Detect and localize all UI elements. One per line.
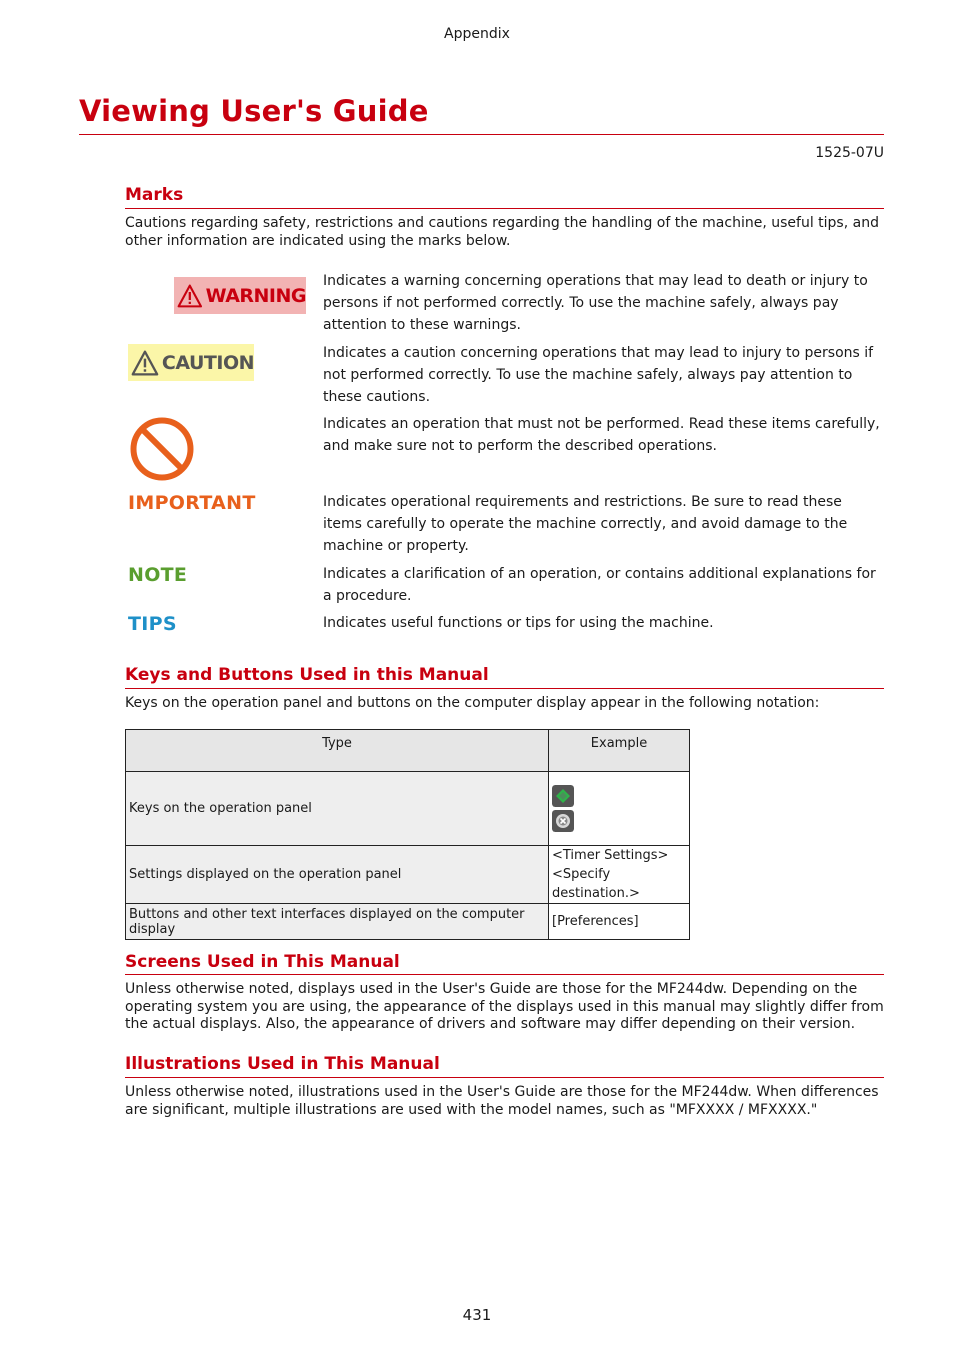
tips-mark: TIPS xyxy=(128,613,177,635)
row-type: Keys on the operation panel xyxy=(126,772,549,846)
section-heading-screens: Screens Used in This Manual xyxy=(125,952,400,972)
page-number: 431 xyxy=(462,1306,492,1324)
warning-label: WARNING xyxy=(205,284,306,307)
section-heading-keys: Keys and Buttons Used in this Manual xyxy=(125,665,489,685)
caution-triangle-icon xyxy=(131,348,159,378)
table-row xyxy=(126,904,690,940)
section-heading-illustrations: Illustrations Used in This Manual xyxy=(125,1054,440,1074)
caution-mark xyxy=(128,344,254,381)
document-id: 1525-07U xyxy=(815,145,884,161)
stop-key-icon xyxy=(552,810,574,832)
section-rule xyxy=(125,974,884,975)
warning-triangle-icon xyxy=(177,281,203,311)
page-title: Viewing User's Guide xyxy=(79,94,429,128)
row-type: Settings displayed on the operation panel xyxy=(126,846,549,904)
column-header-type: Type xyxy=(126,730,549,772)
row-example xyxy=(549,904,690,940)
running-head: Appendix xyxy=(444,26,510,42)
column-header-example: Example xyxy=(549,730,690,772)
example-preferences: [Preferences] xyxy=(552,914,639,929)
start-key-icon xyxy=(552,785,574,807)
important-description: Indicates operational requirements and restrictions. Be sure to read these items carefully to operate the machine correctly, and avoid damage to the machine or property. xyxy=(323,494,848,554)
section-rule xyxy=(125,208,884,209)
example-timer-settings: <Timer Settings> xyxy=(552,848,669,863)
row-type: Buttons and other text interfaces displayed on the computer display xyxy=(126,904,549,940)
prohibited-description: Indicates an operation that must not be performed. Read these items carefully, and make sure not to perform the described operations. xyxy=(323,416,880,454)
section-rule xyxy=(125,688,884,689)
note-mark: NOTE xyxy=(128,564,188,586)
warning-description: Indicates a warning concerning operations that may lead to death or injury to persons if not performed correctly. To use the machine safely, always pay attention to these warnings. xyxy=(323,273,868,333)
row-example xyxy=(549,846,690,904)
keys-intro: Keys on the operation panel and buttons on the computer display appear in the following notation: xyxy=(125,695,820,711)
marks-intro: Cautions regarding safety, restrictions and cautions regarding the handling of the machine, useful tips, and other information are indicated using the marks below. xyxy=(125,215,879,249)
table-header-row xyxy=(126,730,690,772)
illustrations-body: Unless otherwise noted, illustrations used in the User's Guide are those for the MF244dw. When differences are significant, multiple illustrations are used with the model names, such as "MFXXXX / MFXXXX." xyxy=(125,1084,879,1118)
table-row xyxy=(126,772,690,846)
note-description: Indicates a clarification of an operation, or contains additional explanations for a procedure. xyxy=(323,566,876,604)
title-rule xyxy=(79,134,884,135)
tips-description: Indicates useful functions or tips for using the machine. xyxy=(323,615,714,631)
section-rule xyxy=(125,1077,884,1078)
table-row xyxy=(126,846,690,904)
example-specify-destination: <Specify destination.> xyxy=(552,867,640,901)
row-example xyxy=(549,772,690,846)
caution-label: CAUTION xyxy=(161,351,254,374)
prohibited-icon xyxy=(129,416,195,482)
section-heading-marks: Marks xyxy=(125,185,184,205)
warning-mark xyxy=(174,277,306,314)
caution-description: Indicates a caution concerning operations that may lead to injury to persons if not performed correctly. To use the machine safely, always pay attention to these cautions. xyxy=(323,345,874,405)
keys-table xyxy=(125,729,690,940)
important-mark: IMPORTANT xyxy=(128,492,256,514)
screens-body: Unless otherwise noted, displays used in the User's Guide are those for the MF244dw. Depending on the operating system you are using, the appearance of the displays used in this manual may slightly differ from the actual displays. Also, the appearance of drivers and software may differ depending on their version. xyxy=(125,981,884,1032)
